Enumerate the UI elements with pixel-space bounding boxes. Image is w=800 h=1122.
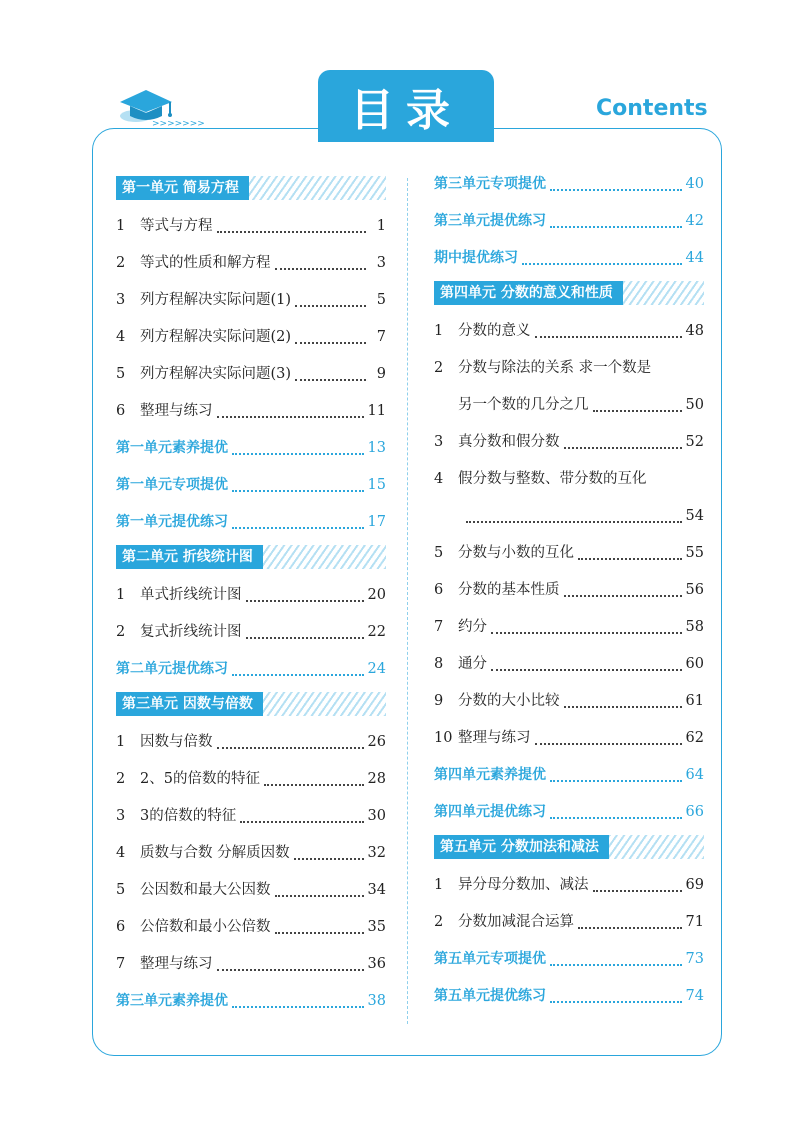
- toc-extra-entry[interactable]: 第四单元素养提优 64: [434, 767, 704, 783]
- toc-extra-entry[interactable]: 第一单元提优练习 17: [116, 514, 386, 530]
- toc-entry[interactable]: 2 等式的性质和解方程 3: [116, 255, 386, 271]
- toc-entry-continuation[interactable]: 54: [434, 498, 704, 535]
- unit-header: 第一单元 简易方程: [116, 176, 386, 200]
- unit-header: 第五单元 分数加法和减法: [434, 835, 704, 859]
- unit-header: 第四单元 分数的意义和性质: [434, 281, 704, 305]
- contents-label: Contents: [596, 96, 708, 121]
- toc-entry[interactable]: 2 分数加减混合运算 71: [434, 914, 704, 930]
- toc-extra-entry[interactable]: 第三单元专项提优 40: [434, 176, 704, 192]
- graduation-cap-logo-icon: [116, 82, 205, 129]
- toc-extra-entry[interactable]: 第五单元专项提优 73: [434, 951, 704, 967]
- toc-extra-entry[interactable]: 第一单元素养提优 13: [116, 440, 386, 456]
- toc-entry[interactable]: 10 整理与练习 62: [434, 730, 704, 746]
- toc-entry[interactable]: 5 公因数和最大公因数 34: [116, 882, 386, 898]
- page-title: 目录: [318, 70, 494, 142]
- left-column: [116, 172, 386, 1020]
- toc-entry[interactable]: 9 分数的大小比较 61: [434, 693, 704, 709]
- toc-extra-entry[interactable]: 第四单元提优练习 66: [434, 804, 704, 820]
- toc-entry[interactable]: 4 质数与合数 分解质因数 32: [116, 845, 386, 861]
- toc-extra-entry[interactable]: 第二单元提优练习 24: [116, 661, 386, 677]
- toc-entry[interactable]: 7 整理与练习 36: [116, 956, 386, 972]
- toc-entry-continuation[interactable]: 另一个数的几分之几 50: [458, 397, 704, 413]
- toc-entry[interactable]: 3 真分数和假分数 52: [434, 434, 704, 450]
- toc-extra-entry[interactable]: 第三单元素养提优 38: [116, 993, 386, 1009]
- toc-entry[interactable]: 5 列方程解决实际问题(3) 9: [116, 366, 386, 382]
- toc-entry[interactable]: 2 2、5的倍数的特征 28: [116, 771, 386, 787]
- column-divider: [407, 178, 408, 1024]
- toc-entry[interactable]: 2 复式折线统计图 22: [116, 624, 386, 640]
- unit-header: 第二单元 折线统计图: [116, 545, 386, 569]
- toc-entry[interactable]: 3 列方程解决实际问题(1) 5: [116, 292, 386, 308]
- toc-entry[interactable]: 6 整理与练习 11: [116, 403, 386, 419]
- toc-entry[interactable]: 5 分数与小数的互化 55: [434, 545, 704, 561]
- toc-entry[interactable]: 6 公倍数和最小公倍数 35: [116, 919, 386, 935]
- toc-entry[interactable]: 4 假分数与整数、带分数的互化: [434, 471, 647, 487]
- toc-extra-entry[interactable]: 期中提优练习 44: [434, 250, 704, 266]
- toc-entry[interactable]: 4 列方程解决实际问题(2) 7: [116, 329, 386, 345]
- toc-entry[interactable]: 1 异分母分数加、减法 69: [434, 877, 704, 893]
- toc-extra-entry[interactable]: 第一单元专项提优 15: [116, 477, 386, 493]
- svg-text:>>>>>>>: >>>>>>>: [152, 119, 205, 129]
- toc-entry[interactable]: 1 等式与方程 1: [116, 218, 386, 234]
- toc-entry[interactable]: 2 分数与除法的关系 求一个数是: [434, 360, 652, 376]
- toc-entry[interactable]: 3 3的倍数的特征 30: [116, 808, 386, 824]
- right-column: [434, 166, 704, 1015]
- toc-entry[interactable]: 1 因数与倍数 26: [116, 734, 386, 750]
- toc-extra-entry[interactable]: 第三单元提优练习 42: [434, 213, 704, 229]
- unit-header: 第三单元 因数与倍数: [116, 692, 386, 716]
- toc-entry[interactable]: 1 单式折线统计图 20: [116, 587, 386, 603]
- toc-entry[interactable]: 1 分数的意义 48: [434, 323, 704, 339]
- toc-entry[interactable]: 6 分数的基本性质 56: [434, 582, 704, 598]
- toc-entry[interactable]: 7 约分 58: [434, 619, 704, 635]
- toc-entry[interactable]: 8 通分 60: [434, 656, 704, 672]
- toc-extra-entry[interactable]: 第五单元提优练习 74: [434, 988, 704, 1004]
